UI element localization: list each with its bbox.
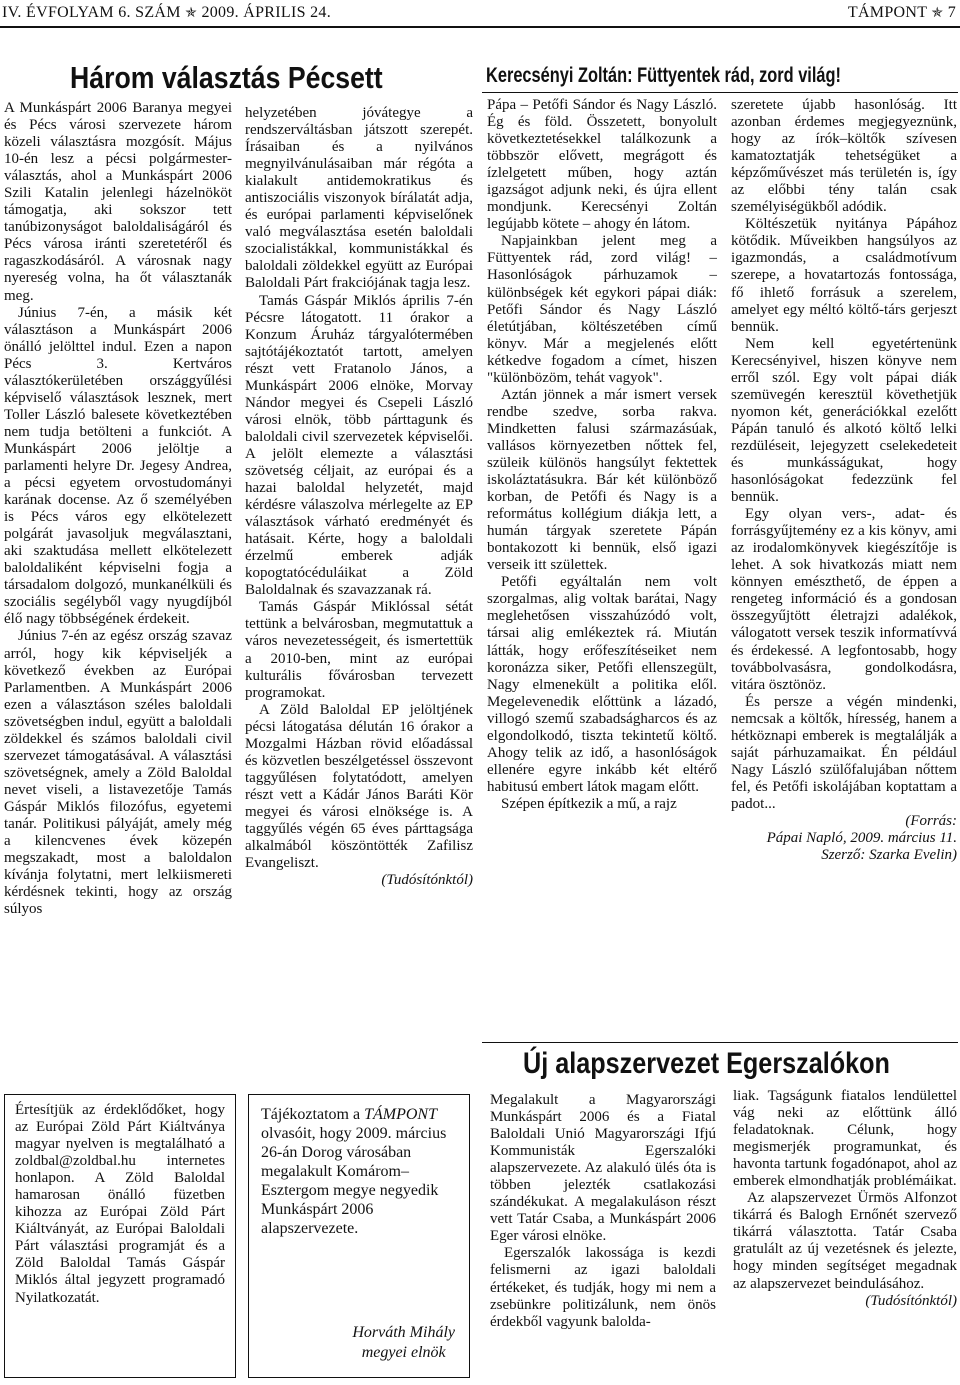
- notice-text: Értesítjük az érdeklődőket, hogy az Európai Zöld Párt Kiáltványa magyar nyelven is megtalálható a zoldbal@zoldbal.hu internetes honlapon. A Zöld Baloldal hamarosan önálló füzetben kihozza az Európai Zöld Párt Kiáltványát, az Európai Baloldali Párt választási programját és a Zöld Baloldal Tamás Gáspár Miklós által jegyzett programadó Nyilatkozatát.: [15, 1102, 225, 1306]
- paragraph: Szépen építkezik a mű, a rajz: [501, 795, 677, 812]
- paragraph: Egerszalók lakossága is kezdi felismerni az igazi baloldali értékeket, és tudják, hogy mi nem a zsebünkre politizálunk, nem önös érdekből vagyunk balolda-: [490, 1245, 716, 1330]
- paragraph: Egy olyan vers-, adat- és forrásgyűjtemény ez a kis könyv, ami az irodalomkönyvek kiegészítője is lehet. A sok hivatkozás miatt nem könnyen emészthető, de éppen a rengeteg információ és a gondosan összegyűjtött életrajzi adalékok, válogatott versek teszik informatívvá és érdekessé. A legfontosabb, hogy továbbolvasásra, gondolkodásra, vitára ösztönöz.: [731, 506, 957, 693]
- paragraph: A Zöld Baloldal EP jelöltjének pécsi látogatása délután 16 órakor a Mozgalmi Házban rövid előadással és közvetlen beszélgetéssel összevont taggyűlésen folytatódott, amelyen részt vett a Kádár János Baráti Kör megyei és városi elnöksége is. A taggyűlés végén 65 éves párttagsága alkalmából köszöntötték Zafilisz Evangeliszt.: [245, 701, 473, 872]
- section-rule: [482, 1042, 958, 1043]
- header-rule: [0, 26, 960, 28]
- paragraph: Június 7-én az egész ország szavaz arról, hogy kik képviseljék a következő években az Európai Parlamentben. A Munkáspárt 2006 ezen a választáson széles baloldali szövetségben indul, együtt a baloldali zöldekkel és számos baloldali civil szervezet támogatásával. A választási szövetségnek, amely a Zöld Baloldal nevet viseli, a listavezetője Tamás Gáspár Miklós filozófus, egyetemi tanár. Politikusi pályáját, amely még a kilencvenes évek közepén megszakadt, most a baloldalon kívánja folytatni, mert lelkiismereti kérdésnek tekinti, hogy az ország súlyos: [4, 628, 232, 918]
- source-publication: Pápai Napló, 2009. március 11.: [766, 830, 957, 847]
- page-number: 7: [947, 4, 956, 21]
- title-rule: [482, 92, 958, 93]
- notice-author: Horváth Mihály megyei elnök: [352, 1324, 455, 1361]
- issue-info: [2, 4, 331, 22]
- paragraph: Költészetük nyitánya Pápához kötődik. Műveikben hangsúlyos az igazmondás, a családmotívum szerepe, a hovatartozás fontossága, fő ihlető forrásuk a szerelem, amelyet egy méltó költő-társ gerjeszt bennük.: [731, 216, 957, 335]
- issue-date: 2009. ÁPRILIS 24.: [201, 4, 332, 21]
- article-column-2: [731, 97, 957, 1037]
- paragraph: Tamás Gáspár Miklóssal sétát tettünk a belvárosban, megmutattuk a város nevezetességeit, és ismertettük a 2010-ben, mint az európai kulturális fővárosban tervezett programokat.: [245, 599, 473, 701]
- notice-text: Tájékoztatom a TÁMPONT olvasóit, hogy 2009. március 26-án Dorog városában megalakult Komárom–Esztergom megye negyedik Munkáspárt 2006 alapszervezete.: [261, 1106, 447, 1237]
- signature: (Tudósítónktól): [865, 1292, 957, 1309]
- paragraph: Megalakult a Magyarországi Munkáspárt 2006 és a Fiatal Baloldali Unió Magyarországi Ifjú Kommunisták Egerszalóki alapszervezete. Az alakuló ülés óta is többen jelezték csatlakozási szándékukat. A megalakuláson részt vett Tatár Csaba, a Munkáspárt 2006 Eger városi elnöke.: [490, 1092, 716, 1245]
- article-title: Új alapszervezet Egerszalókon: [523, 1047, 890, 1080]
- article-column-2: [733, 1088, 957, 1382]
- star-icon: ✯: [185, 6, 198, 21]
- notice-box-2: [248, 1094, 470, 1378]
- paragraph: Aztán jönnek a már ismert versek rendbe szedve, sorba rakva. Mindketten falusi származásúak, vallásos környezetben nőttek fel, szüleik különös hangsúlyt fektettek iskoláztatásukra. Bár két különböző korban, de Petőfi és Nagy is a református kollégium diákja lett, a humán tárgyak szeretete Pápán bontakozott ki bennük, első igazi verseik itt születtek.: [487, 386, 717, 574]
- paragraph: Napjainkban jelent meg a Füttyentek rád, zord világ! – Hasonlóságok párhuzamok – különbségek két egykori pápai diák: Petőfi Sándor és Nagy László életútjában, költészetében című könyv. Már a megjelenés előtt kétkedve fogadom a címet, hiszen "különbözöm, tehát vagyok".: [487, 233, 717, 386]
- publication-name: TÁMPONT: [847, 4, 928, 21]
- source-label: (Forrás:: [905, 812, 957, 829]
- paragraph: A Munkáspárt 2006 Baranya megyei és Pécs városi szervezete három közeli választásra mozgósít. Május 10-én lesz a pécsi polgármester-választás, ahol a Munkáspárt 2006 Szili Katalin jelenlegi házelnököt támogatja, aki sokszor tett tanúbizonyságot baloldaliságáról és Pécs városa iránti szeretetéről és ragaszkodásáról. A városnak nagy nyereség volna, ha őt választanák meg.: [4, 100, 232, 304]
- article-title: Kerecsényi Zoltán: Füttyentek rád, zord világ!: [486, 64, 841, 87]
- article-column-1: [490, 1092, 716, 1382]
- paragraph: helyzetében jóvátegye a rendszerváltásban játszott szerepét. Írásaiban és a nyilvános megnyilvánulásaiban már régóta a kialakult antidemokratikus és antiszociális viszonyok bírálatát adja, és európai parlamenti képviselőnek való megválasztása esetén baloldali szocialistákkal, kommunistákkal és baloldali zöldekkel együtt az Európai Baloldali Párt frakciójának tagja lesz.: [245, 105, 473, 292]
- paragraph: Június 7-én, a másik két választáson a Munkáspárt 2006 önálló jelölttel indul. Ezen a napon Pécs 3. Kertváros választókerületében országgyűlési képviselő választások lesznek, mert Toller László balesete következtében nem tudja betölteni a funkciót. A Munkáspárt 2006 jelöltje a parlamenti helyre Dr. Jegesy Andrea, a pécsi egyetem orvostudományi karának docense. Az ő személyében is Pécs város egy elkötelezett polgárát javasoljuk megválasztani, aki szaktudása mellett elkötelezett baloldaliként képviselni fogja a társadalom dolgozó, munkanélküli és szociális segélyből vagy nyugdíjból élő nagy többségének érdekeit.: [4, 304, 232, 628]
- notice-box: [4, 1094, 236, 1378]
- paragraph: Az alapszervezet Ürmös Alfonzot tikárrá és Balogh Ernőnét szervező tikárrá választotta. Tatár Csaba gratulált az új vezetésnek és jelezte, hogy minden segítséget megadnak az alapszervezet beindulásához.: [733, 1190, 957, 1292]
- paragraph: szeretete újabb hasonlóság. Itt azonban érdemes megjegyeznünk, hogy az írók–költők szívesen kamatoztatják tehetségüket a képzőművészet más területén is, így az előbbi tény talán csak személyiségükből adódik.: [731, 97, 957, 216]
- source-author: Szerző: Szarka Evelin): [821, 847, 957, 864]
- issue-label: IV. ÉVFOLYAM 6. SZÁM: [2, 4, 181, 21]
- article-title: Három választás Pécsett: [70, 60, 383, 95]
- paragraph: Nem kell egyetértenünk Kerecsényivel, hiszen könyve nem erről szól. Egy volt pápai diák szemüvegén keresztül követhetjük nyomon két, generációkkal ezelőtt Pápán tanuló és alkotó költő lelki rezdüléseit, lejegyzett cselekedeteit és munkásságukat, hogy hasonlóságokat fedezzünk fel bennük.: [731, 335, 957, 506]
- article-column-1: [487, 97, 717, 1035]
- article-column-1: [4, 100, 232, 1088]
- paragraph: Pápa – Petőfi Sándor és Nagy László. Ég és föld. Összetett, bonyolult következtetésekkel találkozunk a többször elővett, megrágott és ízlelgetett műben, hogy aztán igazságot adjunk neki, és újra ellent mondjunk. Kerecsényi Zoltán legújabb kötete – ahogy én látom.: [487, 97, 717, 233]
- paragraph: Tamás Gáspár Miklós április 7-én Pécsre látogatott. 11 órakor a Konzum Áruház tárgyalótermében sajtótájékoztatót tartott, amelyen részt vett Fratanolo János, a Munkáspárt 2006 elnöke, Morvay Nándor megyei és Csepeli László városi elnök, több párttagunk és baloldali civil szervezetek képviselői. A jelölt elemezte a választási szövetség céljait, az európai és a hazai baloldal helyzetét, majd kérdésre válaszolva mérlegelte az EP választások várható eredményét és hatásait. Kérte, hogy a baloldali érzelmű emberek adják kopogtatócéduláikat a Zöld Baloldalnak és szavazzanak rá.: [245, 292, 473, 599]
- paragraph: És persze a végén mindenki, nemcsak a költők, híresség, hanem a hétköznapi emberek is megtalálják a saját párhuzamaikat. Én például Nagy László szülőfalujában nőttem fel, és Petőfi iskolájában koptattam a padot...: [731, 693, 957, 812]
- paragraph: Petőfi egyáltalán nem volt szorgalmas, alig voltak barátai, Nagy meglehetősen visszahúzódó volt, társai alig emlékeztek rá. Miután látták, hogy erőfeszítéseiket nem koronázza siker, Petőfi ellenszegült, Nagy elmenekült a politika elől. Megelevenedik előttünk a lázadó, villogó szemű szabadságharcos és az elgondolkodó, tiszta tekintetű költő. Ahogy telik az idő, a hasonlóságok ellenére egyre inkább két eltérő habitusú embert látok magam előtt.: [487, 574, 717, 795]
- signature: (Tudósítónktól): [381, 872, 473, 889]
- publication-name: TÁMPONT: [364, 1106, 437, 1123]
- star-icon: ✯: [931, 6, 944, 21]
- paragraph: liak. Tagságunk fiatalos lendülettel vág neki az előttünk álló feladatoknak. Célunk, hogy megismerjék programunkat, és havonta tartunk fogadónapot, ahol az emberek elmondhatják problémáikat.: [733, 1088, 957, 1190]
- page-header-right: [848, 4, 956, 22]
- article-column-2: [245, 105, 473, 1085]
